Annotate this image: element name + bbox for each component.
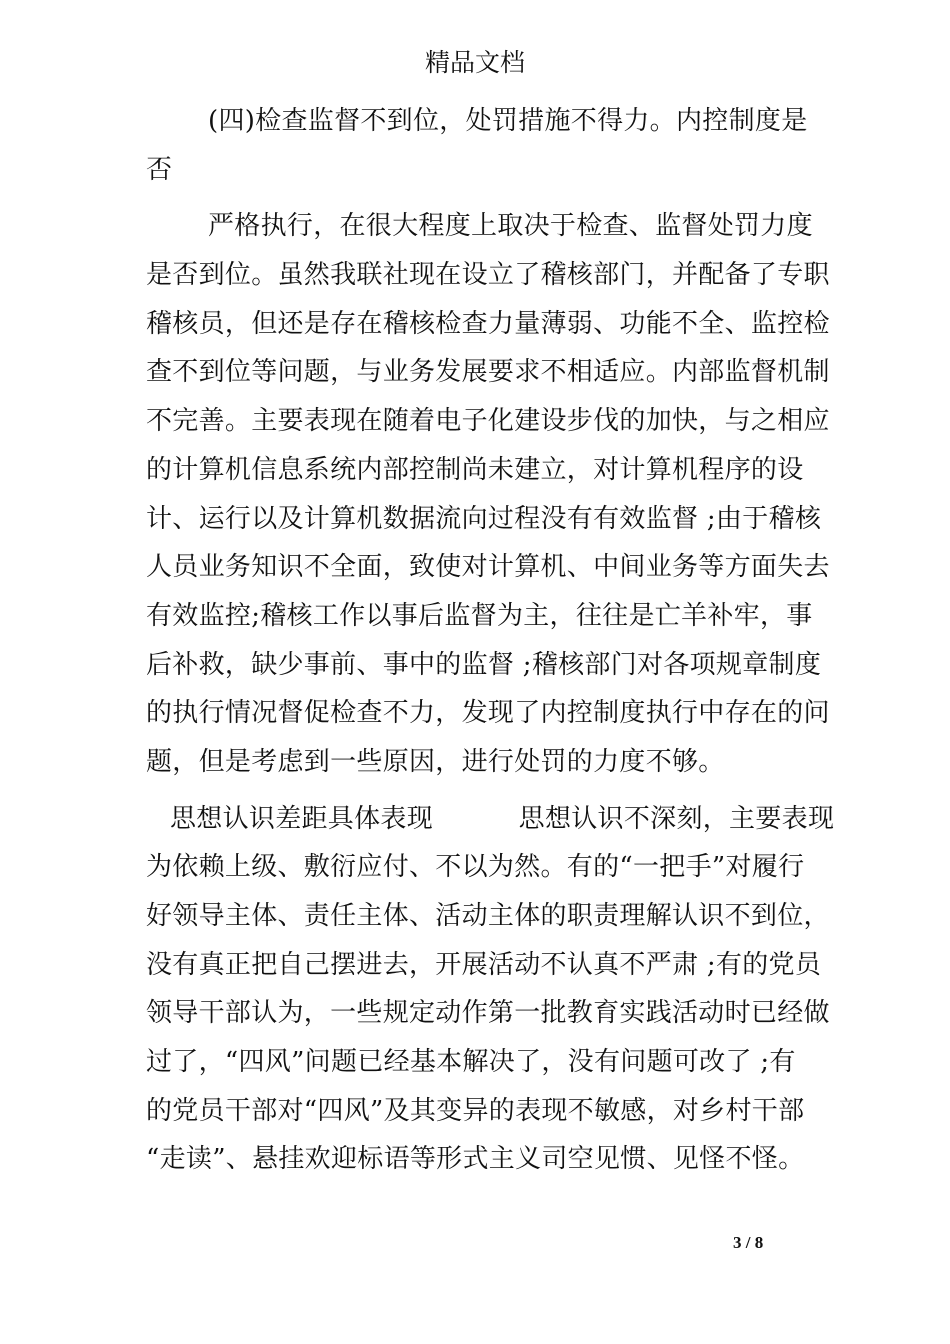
paragraph-line: (四)检查监督不到位，处罚措施不得力。内控制度是 xyxy=(208,106,808,136)
paragraph-line: 否 xyxy=(146,154,173,185)
paragraph-line: 有效监控;稽核工作以事后监督为主，往往是亡羊补牢，事 xyxy=(146,600,813,631)
paragraph-line: 的计算机信息系统内部控制尚未建立，对计算机程序的设 xyxy=(146,454,804,485)
paragraph-line: 严格执行，在很大程度上取决于检查、监督处罚力度 xyxy=(208,211,813,242)
page-header-title: 精品文档 xyxy=(424,48,525,77)
paragraph-line: 为依赖上级、敷衍应付、不以为然。有的“一把手”对履行 xyxy=(146,852,805,883)
paragraph-line: 后补救，缺少事前、事中的监督 ;稽核部门对各项规章制度 xyxy=(146,649,822,680)
paragraph-line: 人员业务知识不全面，致使对计算机、中间业务等方面失去 xyxy=(146,552,830,583)
paragraph-line: 是否到位。虽然我联社现在设立了稽核部门，并配备了专职 xyxy=(146,260,830,291)
paragraph-line: 稽核员，但还是存在稽核检查力量薄弱、功能不全、监控检 xyxy=(146,308,830,339)
paragraph-line: 思想认识差距具体表现 思想认识不深刻，主要表现 xyxy=(170,803,835,834)
paragraph-line: 题，但是考虑到一些原因，进行处罚的力度不够。 xyxy=(146,746,725,777)
paragraph-line: 过了，“四风”问题已经基本解决了，没有问题可改了 ;有 xyxy=(146,1047,796,1078)
paragraph-line: 计、运行以及计算机数据流向过程没有有效监督 ;由于稽核 xyxy=(146,503,822,534)
document-body xyxy=(146,97,835,1184)
paragraph-line: 不完善。主要表现在随着电子化建设步伐的加快，与之相应 xyxy=(146,406,830,437)
paragraph-line: 查不到位等问题，与业务发展要求不相适应。内部监督机制 xyxy=(146,357,830,388)
paragraph-line: 的党员干部对“四风”及其变异的表现不敏感，对乡村干部 xyxy=(146,1095,805,1126)
paragraph-line: “走读”、悬挂欢迎标语等形式主义司空见惯、见怪不怪。 xyxy=(146,1144,805,1175)
paragraph-line: 领导干部认为，一些规定动作第一批教育实践活动时已经做 xyxy=(146,998,830,1029)
paragraph-line: 的执行情况督促检查不力，发现了内控制度执行中存在的问 xyxy=(146,698,830,729)
paragraph-line: 没有真正把自己摆进去，开展活动不认真不严肃 ;有的党员 xyxy=(146,949,822,980)
page-number: 3 / 8 xyxy=(733,1233,764,1252)
paragraph-line: 好领导主体、责任主体、活动主体的职责理解认识不到位， xyxy=(146,901,830,931)
